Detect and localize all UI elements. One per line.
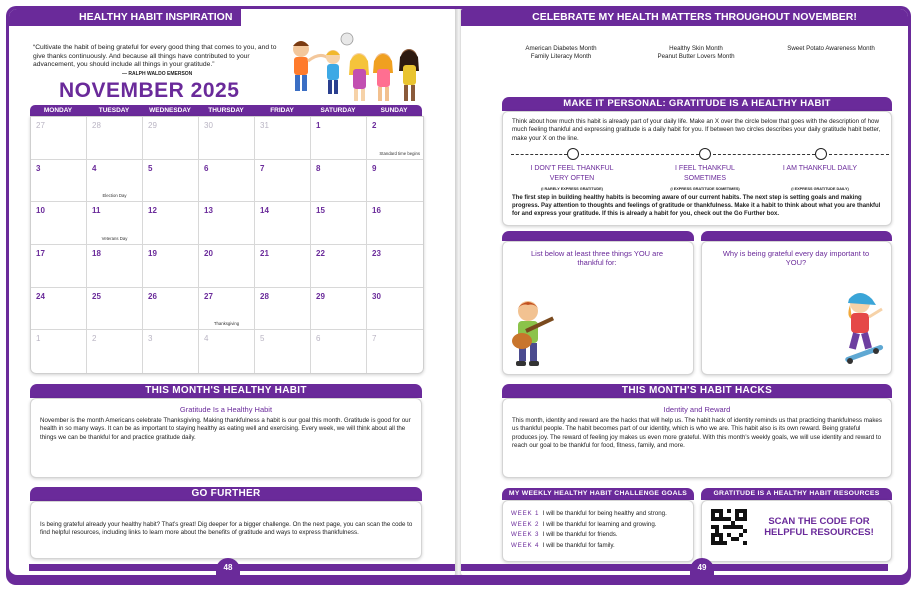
hacks-title: Identity and Reward: [663, 405, 731, 414]
page-number-left: 48: [216, 558, 240, 575]
day-number: 29: [148, 121, 157, 130]
day-number: 16: [372, 206, 381, 216]
hacks-banner: THIS MONTH'S HABIT HACKS: [502, 384, 892, 398]
resources-cta: SCAN THE CODE FOR HELPFUL RESOURCES!: [764, 516, 874, 538]
calendar-day: [31, 160, 87, 203]
observance-item: Family Literacy Month: [530, 53, 592, 60]
scale-sub-sometimes: (I EXPRESS GRATITUDE SOMETIMES): [670, 187, 740, 191]
resources-banner: GRATITUDE IS A HEALTHY HABIT RESOURCES: [701, 488, 892, 500]
calendar-day: [311, 117, 367, 160]
day-number: 29: [316, 291, 325, 301]
day-number: 23: [372, 249, 381, 258]
day-number: 3: [36, 163, 41, 173]
day-number: 27: [36, 121, 45, 130]
calendar-day: [31, 288, 87, 331]
day-number: 22: [316, 249, 325, 258]
weekday-label: FRIDAY: [270, 107, 294, 114]
day-number: 6: [204, 163, 209, 173]
day-number: 19: [148, 249, 157, 258]
calendar-day: [87, 160, 143, 203]
observance-item: Healthy Skin Month: [669, 45, 723, 52]
quote: “Cultivate the habit of being grateful for every good thing that comes to you, and to give thanks continuously. And because all things have contributed to your advancement, you should include all things in your gratitude.”: [33, 44, 277, 69]
calendar-day: [143, 202, 199, 245]
calendar-day: [31, 245, 87, 288]
qr-code-icon[interactable]: [711, 509, 747, 545]
hacks-body: This month, identity and reward are the hacks that will help us. The habit hack of identity reminds us that practicing thankfulness makes us thankful people. The habit becomes part of our identity, which is who we are. This habit also is its own reward. Being grateful produces joy. The reward of feeling joy makes us even more grateful. With this month’s weekly goals, we will use identity and reward to reach our goal to be thankful for food, fitness, family, and more.: [512, 417, 882, 449]
day-number: 7: [260, 163, 265, 173]
day-number: 12: [148, 206, 157, 216]
observance-col-2: [641, 45, 751, 61]
left-header: HEALTHY HABIT INSPIRATION: [9, 9, 241, 26]
scale-line: [713, 154, 815, 155]
weekday-label: MONDAY: [43, 107, 73, 114]
boy-guitar-illustration: [506, 297, 561, 369]
day-number: 4: [92, 163, 97, 173]
list-prompt: List below at least three things YOU are thankful for:: [530, 249, 663, 267]
weekday-header: [30, 105, 422, 116]
calendar-day: [311, 245, 367, 288]
habit-banner: THIS MONTH'S HEALTHY HABIT: [30, 384, 422, 398]
calendar-day: [143, 117, 199, 160]
first-step-text: The first step in building healthy habits is becoming aware of our current habits. The next step is setting goals and making progress. Pay attention to thoughts and feelings of gratitude or thankfulness. Make it a habit to think about what you are thankful for and express your gratitude. If this is already a habit for you, check out the Go Further box.: [512, 195, 881, 217]
calendar-day: [255, 160, 311, 203]
kids-illustration: [281, 31, 431, 107]
day-note: Veterans Day: [101, 236, 128, 241]
day-number: 5: [148, 163, 153, 173]
day-number: 21: [260, 249, 269, 258]
observance-col-1: [506, 45, 616, 61]
day-number: 14: [260, 206, 269, 216]
goal-row: [511, 509, 691, 520]
calendar-day: [367, 160, 423, 203]
girl-skateboard-illustration: [836, 287, 891, 367]
day-note: Standard time begins: [379, 150, 420, 156]
day-number: 24: [36, 291, 45, 301]
left-page: [9, 9, 456, 575]
goal-row: [511, 541, 691, 552]
day-note: Election Day: [102, 193, 127, 199]
calendar-day: [87, 117, 143, 160]
calendar-day: [87, 202, 143, 245]
calendar-day: [367, 245, 423, 288]
goal-text: I will be thankful for being healthy and strong.: [542, 510, 667, 517]
calendar-day: [311, 202, 367, 245]
book-spread: [6, 6, 911, 585]
day-number: 28: [92, 121, 101, 130]
calendar-day: [311, 330, 367, 373]
day-number: 7: [372, 334, 377, 344]
personal-banner: MAKE IT PERSONAL: GRATITUDE IS A HEALTHY HABIT: [502, 97, 892, 111]
day-note: Thanksgiving: [213, 321, 240, 327]
habit-body: November is the month Americans celebrate Thanksgiving. Making thankfulness a habit is our goal this month. Gratitude is good for our health in so many ways. It can be as important to staying healthy as eating well and exercising. Every week, we will think about all the things we can be thankful for and practice gratitude daily.: [40, 417, 411, 441]
calendar-day: [87, 245, 143, 288]
weekday-label: THURSDAY: [208, 107, 244, 114]
observance-item: Sweet Potato Awareness Month: [787, 45, 875, 52]
goal-week: WEEK 1: [511, 510, 540, 517]
calendar-day: [87, 288, 143, 331]
calendar-day: [143, 288, 199, 331]
quote-author: — RALPH WALDO EMERSON: [122, 71, 193, 77]
right-page: [461, 9, 908, 575]
scale-circle-daily[interactable]: [815, 148, 827, 160]
day-number: 9: [372, 163, 377, 173]
further-banner: GO FURTHER: [30, 487, 422, 501]
calendar-day: [255, 330, 311, 373]
observance-col-3: [771, 45, 891, 53]
scale-label-rarely: I DON’T FEEL THANKFUL VERY OFTEN: [530, 165, 614, 182]
right-bottom-bar: [461, 564, 888, 571]
observance-item: Peanut Butter Lovers Month: [657, 53, 735, 60]
calendar-day: [199, 245, 255, 288]
weekday-label: SUNDAY: [380, 107, 408, 114]
goals-list: [511, 509, 691, 551]
scale-label-sometimes: I FEEL THANKFUL SOMETIMES: [675, 165, 735, 182]
day-number: 31: [260, 121, 269, 130]
calendar-day: [31, 330, 87, 373]
goal-week: WEEK 2: [511, 520, 540, 528]
goal-week: WEEK 4: [511, 541, 540, 549]
calendar-grid: [30, 116, 424, 374]
day-number: 17: [36, 249, 45, 258]
day-number: 3: [148, 334, 153, 344]
calendar-day: [199, 202, 255, 245]
calendar-day: [367, 330, 423, 373]
day-number: 28: [260, 291, 269, 301]
day-number: 20: [204, 249, 213, 258]
calendar-day: [31, 117, 87, 160]
scale-sub-rarely: (I RARELY EXPRESS GRATITUDE): [541, 187, 603, 191]
calendar-day: [199, 117, 255, 160]
goals-banner: MY WEEKLY HEALTHY HABIT CHALLENGE GOALS: [502, 488, 694, 500]
personal-intro: Think about how much this habit is already part of your daily life. Make an X over the circle below that goes with the description of how much feeling thankful and expressing gratitude is a daily habit for you. If between two circles describes your daily gratitude habit better, make your X on the line.: [512, 118, 881, 142]
day-number: 6: [316, 334, 321, 344]
scale-line: [511, 154, 567, 155]
day-number: 27: [204, 291, 213, 301]
goal-row: [511, 530, 691, 541]
day-number: 4: [204, 334, 209, 344]
day-number: 30: [204, 121, 213, 130]
calendar-day: [255, 288, 311, 331]
scale-label-daily: I AM THANKFUL DAILY: [782, 165, 858, 172]
further-body: Is being grateful already your healthy habit? That’s great! Dig deeper for a bigger challenge. On the next page, you can scan the code to find helpful resources, including links to learn more about the benefits of gratitude and ways to express thankfulness.: [40, 521, 413, 537]
page-number-right: 49: [690, 558, 714, 575]
right-header: CELEBRATE MY HEALTH MATTERS THROUGHOUT NOVEMBER!: [461, 9, 908, 26]
scale-line: [829, 154, 889, 155]
day-number: 25: [92, 291, 101, 301]
calendar-day: [367, 202, 423, 245]
day-number: 15: [316, 206, 325, 216]
calendar-day: [199, 288, 255, 331]
goal-text: I will be thankful for learning and growing.: [542, 520, 657, 528]
calendar-day: [31, 202, 87, 245]
scale-circle-rarely[interactable]: [567, 148, 579, 160]
habit-title: Gratitude Is a Healthy Habit: [179, 405, 273, 414]
day-number: 13: [204, 206, 213, 216]
observance-item: American Diabetes Month: [525, 45, 597, 52]
calendar-day: [87, 330, 143, 373]
day-number: 30: [372, 291, 381, 301]
calendar-day: [199, 160, 255, 203]
calendar-day: [255, 117, 311, 160]
weekday-label: WEDNESDAY: [149, 107, 191, 114]
day-number: 18: [92, 249, 101, 258]
day-number: 1: [36, 334, 41, 344]
calendar-day: [311, 288, 367, 331]
day-number: 2: [372, 121, 377, 130]
weekday-label: SATURDAY: [320, 107, 356, 114]
day-number: 8: [316, 163, 321, 173]
calendar-day: [255, 245, 311, 288]
goal-row: [511, 520, 691, 531]
why-banner: [701, 231, 892, 241]
scale-sub-daily: (I EXPRESS GRATITUDE DAILY): [791, 187, 849, 191]
calendar-day: [143, 245, 199, 288]
calendar-day: [143, 330, 199, 373]
day-number: 11: [92, 206, 101, 216]
why-prompt: Why is being grateful every day important to YOU?: [722, 249, 870, 267]
calendar-day: [311, 160, 367, 203]
day-number: 10: [36, 206, 45, 216]
calendar-day: [367, 288, 423, 331]
calendar-day: [367, 117, 423, 160]
calendar-day: [255, 202, 311, 245]
left-bottom-bar: [29, 564, 456, 571]
goal-text: I will be thankful for friends.: [542, 531, 618, 538]
scale-line: [581, 154, 699, 155]
scale-circle-sometimes[interactable]: [699, 148, 711, 160]
list-banner: [502, 231, 694, 241]
day-number: 26: [148, 291, 157, 301]
goal-week: WEEK 3: [511, 531, 540, 538]
calendar-day: [143, 160, 199, 203]
day-number: 2: [92, 334, 97, 344]
day-number: 5: [260, 334, 265, 344]
goal-text: I will be thankful for family.: [542, 541, 615, 549]
day-number: 1: [316, 121, 321, 130]
calendar-day: [199, 330, 255, 373]
weekday-label: TUESDAY: [98, 107, 130, 114]
month-title: NOVEMBER 2025: [59, 79, 240, 102]
